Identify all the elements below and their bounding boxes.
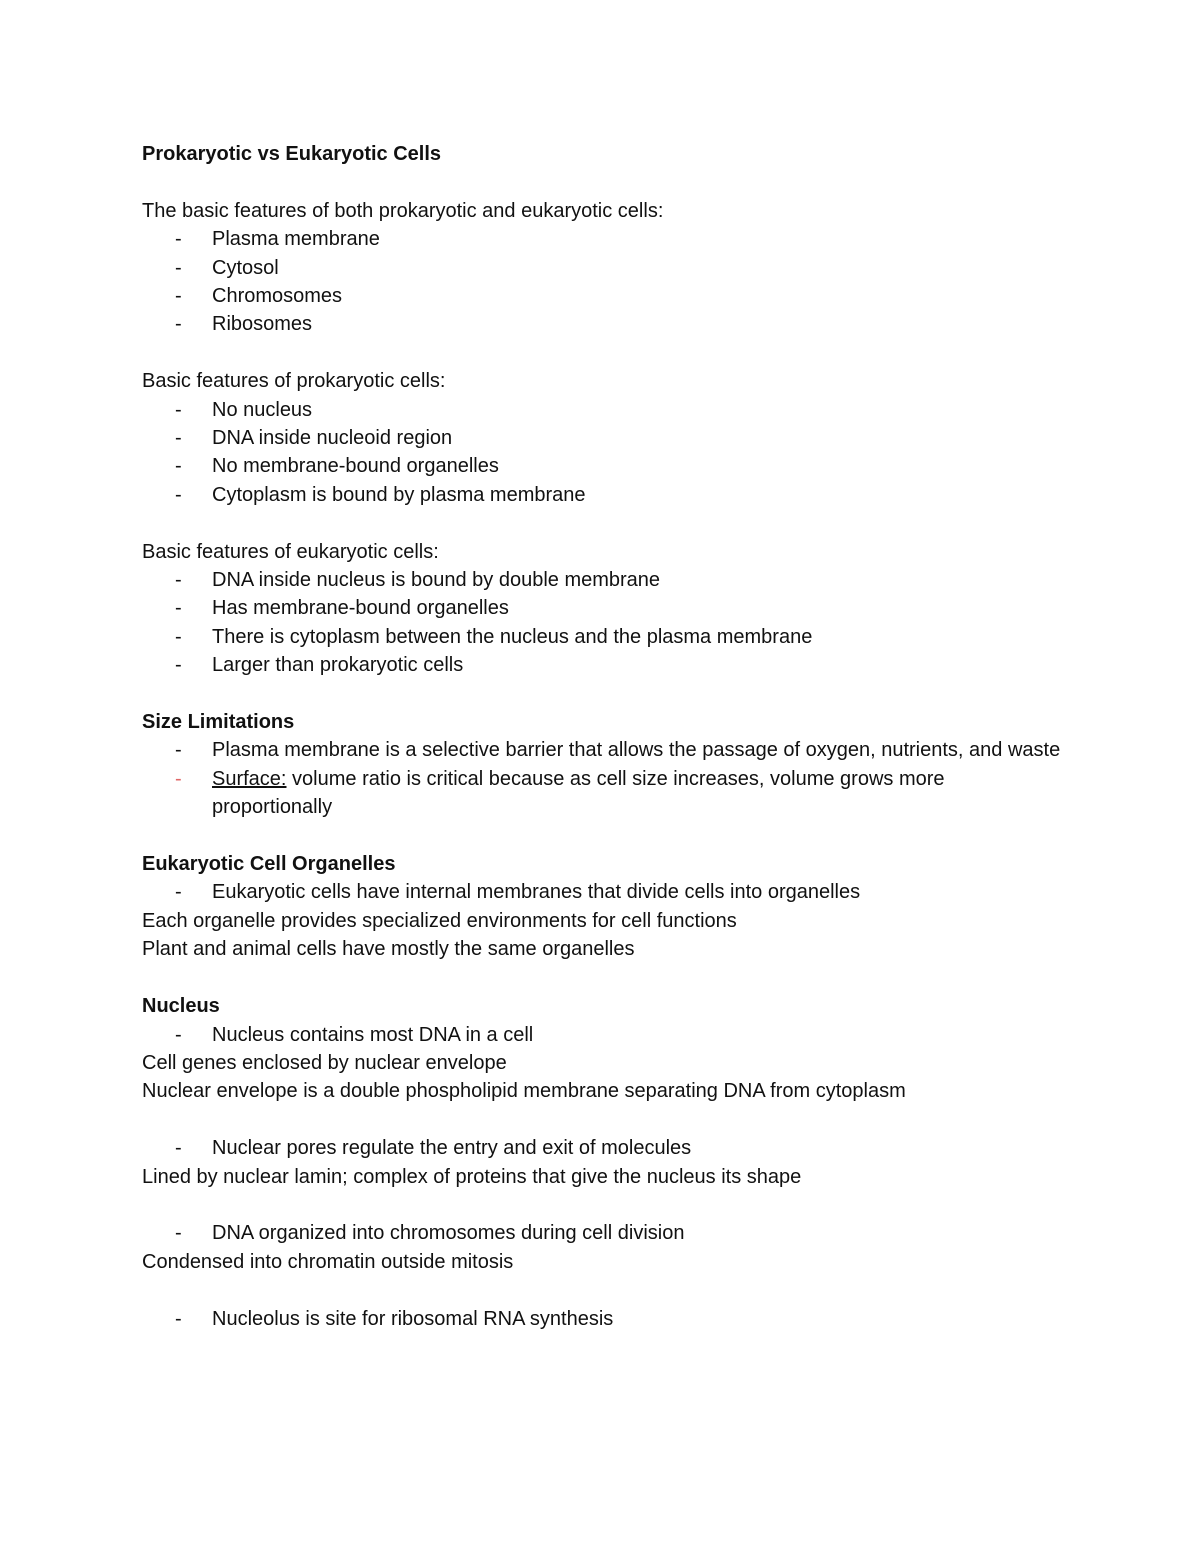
spacer: [142, 509, 1062, 537]
bullet-dash: -: [175, 256, 182, 279]
document-page: [142, 140, 1062, 1333]
spacer: [142, 168, 1062, 196]
nucleus-line: Nuclear envelope is a double phospholipid membrane separating DNA from cytoplasm: [142, 1080, 906, 1103]
list-item: - Nucleus contains most DNA in a cell: [142, 1021, 1062, 1049]
nucleus-list: [142, 1134, 1062, 1162]
bullet-dash: -: [175, 1222, 182, 1245]
spacer: [142, 1106, 1062, 1134]
list-item: - Eukaryotic cells have internal membranes that divide cells into organelles: [142, 878, 1062, 906]
eukaryotic-features-list: [142, 566, 1062, 680]
organelles-line: Each organelle provides specialized environments for cell functions: [142, 909, 737, 932]
list-item: - Chromosomes: [142, 282, 1062, 310]
list-item: - Ribosomes: [142, 310, 1062, 338]
bullet-dash: -: [175, 597, 182, 620]
bullet-dash: -: [175, 739, 182, 762]
bullet-dash: -: [175, 455, 182, 478]
spacer: [142, 964, 1062, 992]
list-item: - There is cytoplasm between the nucleus and the plasma membrane: [142, 623, 1062, 651]
doc-title: Prokaryotic vs Eukaryotic Cells: [142, 143, 442, 165]
list-item: - Cytosol: [142, 254, 1062, 282]
organelles-line: Plant and animal cells have mostly the same organelles: [142, 938, 635, 961]
prokaryotic-features-intro: Basic features of prokaryotic cells:: [142, 370, 446, 393]
list-item: - Has membrane-bound organelles: [142, 594, 1062, 622]
shared-features-intro: The basic features of both prokaryotic and eukaryotic cells:: [142, 199, 664, 222]
organelles-list: [142, 878, 1062, 906]
spacer: [142, 680, 1062, 708]
list-item: - Nuclear pores regulate the entry and exit of molecules: [142, 1134, 1062, 1162]
bullet-dash: -: [175, 483, 182, 506]
list-item: - Plasma membrane is a selective barrier that allows the passage of oxygen, nutrients, and waste: [142, 736, 1062, 764]
bullet-dash: -: [175, 1137, 182, 1160]
eukaryotic-features-intro: Basic features of eukaryotic cells:: [142, 540, 439, 563]
nucleus-line: Cell genes enclosed by nuclear envelope: [142, 1051, 507, 1074]
bullet-dash: -: [175, 625, 182, 648]
bullet-dash: -: [175, 881, 182, 904]
list-item: - Plasma membrane: [142, 225, 1062, 253]
list-item: - Surface: volume ratio is critical because as cell size increases, volume grows more proportionally: [142, 765, 1062, 822]
bullet-dash: -: [175, 1023, 182, 1046]
bullet-dash: -: [175, 1307, 182, 1330]
nucleus-list: [142, 1219, 1062, 1247]
shared-features-list: [142, 225, 1062, 339]
list-item: - DNA inside nucleoid region: [142, 424, 1062, 452]
size-limitations-heading: Size Limitations: [142, 711, 295, 734]
size-limitations-list: [142, 736, 1062, 821]
nucleus-list: [142, 1021, 1062, 1049]
nucleus-list: [142, 1305, 1062, 1333]
spacer: [142, 822, 1062, 850]
bullet-dash: -: [175, 427, 182, 450]
list-item: - Larger than prokaryotic cells: [142, 651, 1062, 679]
bullet-dash: -: [175, 285, 182, 308]
nucleus-line: Lined by nuclear lamin; complex of proteins that give the nucleus its shape: [142, 1165, 802, 1188]
list-item: - DNA organized into chromosomes during cell division: [142, 1219, 1062, 1247]
nucleus-line: Condensed into chromatin outside mitosis: [142, 1250, 514, 1273]
bullet-dash: -: [175, 313, 182, 336]
nucleus-heading: Nucleus: [142, 995, 220, 1018]
underlined-term: Surface:: [212, 767, 287, 790]
bullet-dash: -: [175, 569, 182, 592]
prokaryotic-features-list: [142, 396, 1062, 510]
spacer: [142, 1191, 1062, 1219]
bullet-dash: -: [175, 654, 182, 677]
bullet-dash: -: [175, 228, 182, 251]
spacer: [142, 339, 1062, 367]
organelles-heading: Eukaryotic Cell Organelles: [142, 853, 396, 876]
bullet-dash: -: [175, 398, 182, 421]
list-item: - No nucleus: [142, 396, 1062, 424]
list-item: - Nucleolus is site for ribosomal RNA synthesis: [142, 1305, 1062, 1333]
bullet-dash-red: -: [175, 767, 182, 790]
list-item: - DNA inside nucleus is bound by double membrane: [142, 566, 1062, 594]
spacer: [142, 1276, 1062, 1304]
list-item: - No membrane-bound organelles: [142, 452, 1062, 480]
list-item: - Cytoplasm is bound by plasma membrane: [142, 481, 1062, 509]
